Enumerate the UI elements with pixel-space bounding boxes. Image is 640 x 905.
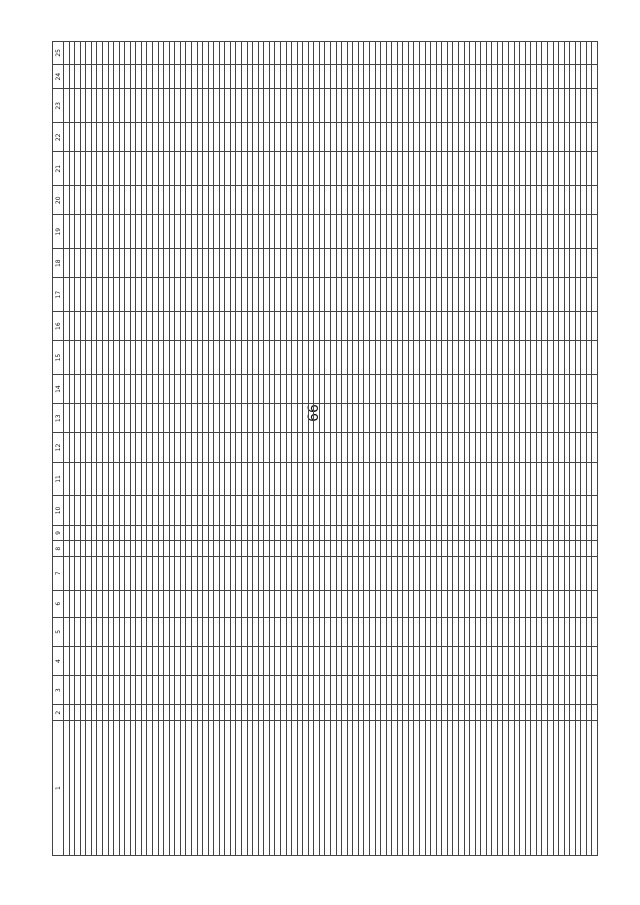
table-cell — [592, 341, 598, 375]
table-cell — [592, 590, 598, 617]
table-cell — [592, 617, 598, 646]
column-header: 21 — [53, 152, 64, 186]
table-cell — [592, 152, 598, 186]
column-header: 6 — [53, 590, 64, 617]
table-cell — [592, 705, 598, 721]
rotated-table-container — [52, 41, 598, 856]
column-header: 5 — [53, 617, 64, 646]
column-header: 13 — [53, 404, 64, 433]
table-cell — [592, 557, 598, 591]
table-cell — [592, 676, 598, 705]
table-cell — [592, 249, 598, 278]
table-header-row — [53, 42, 64, 856]
column-header: 17 — [53, 278, 64, 312]
table-cell — [592, 42, 598, 65]
table-cell — [592, 525, 598, 541]
column-header: 19 — [53, 215, 64, 249]
rotated-table — [52, 41, 598, 856]
column-header: 4 — [53, 646, 64, 675]
column-header: 24 — [53, 64, 64, 89]
column-header: 12 — [53, 433, 64, 462]
table-cell — [592, 404, 598, 433]
column-header: 20 — [53, 186, 64, 215]
column-header: 2 — [53, 705, 64, 721]
page-number: 66 — [306, 404, 322, 422]
housing-register-table — [52, 41, 598, 856]
table-cell — [592, 123, 598, 152]
column-header: 1 — [53, 721, 64, 856]
table-row — [592, 42, 598, 856]
column-header: 18 — [53, 249, 64, 278]
table-cell — [592, 433, 598, 462]
table-cell — [592, 496, 598, 525]
column-header: 14 — [53, 374, 64, 403]
column-header: 7 — [53, 557, 64, 591]
column-header: 10 — [53, 496, 64, 525]
table-cell — [592, 64, 598, 89]
table-cell — [592, 215, 598, 249]
column-header: 16 — [53, 312, 64, 341]
address-cell — [592, 721, 598, 856]
column-header: 23 — [53, 89, 64, 123]
column-header: 11 — [53, 462, 64, 496]
column-header: 3 — [53, 676, 64, 705]
table-cell — [592, 312, 598, 341]
table-cell — [592, 89, 598, 123]
column-header: 15 — [53, 341, 64, 375]
table-cell — [592, 462, 598, 496]
column-header: 9 — [53, 525, 64, 541]
column-header: 22 — [53, 123, 64, 152]
column-header: 25 — [53, 42, 64, 65]
table-cell — [592, 646, 598, 675]
table-cell — [592, 374, 598, 403]
table-cell — [592, 541, 598, 557]
table-cell — [592, 186, 598, 215]
table-cell — [592, 278, 598, 312]
column-header: 8 — [53, 541, 64, 557]
